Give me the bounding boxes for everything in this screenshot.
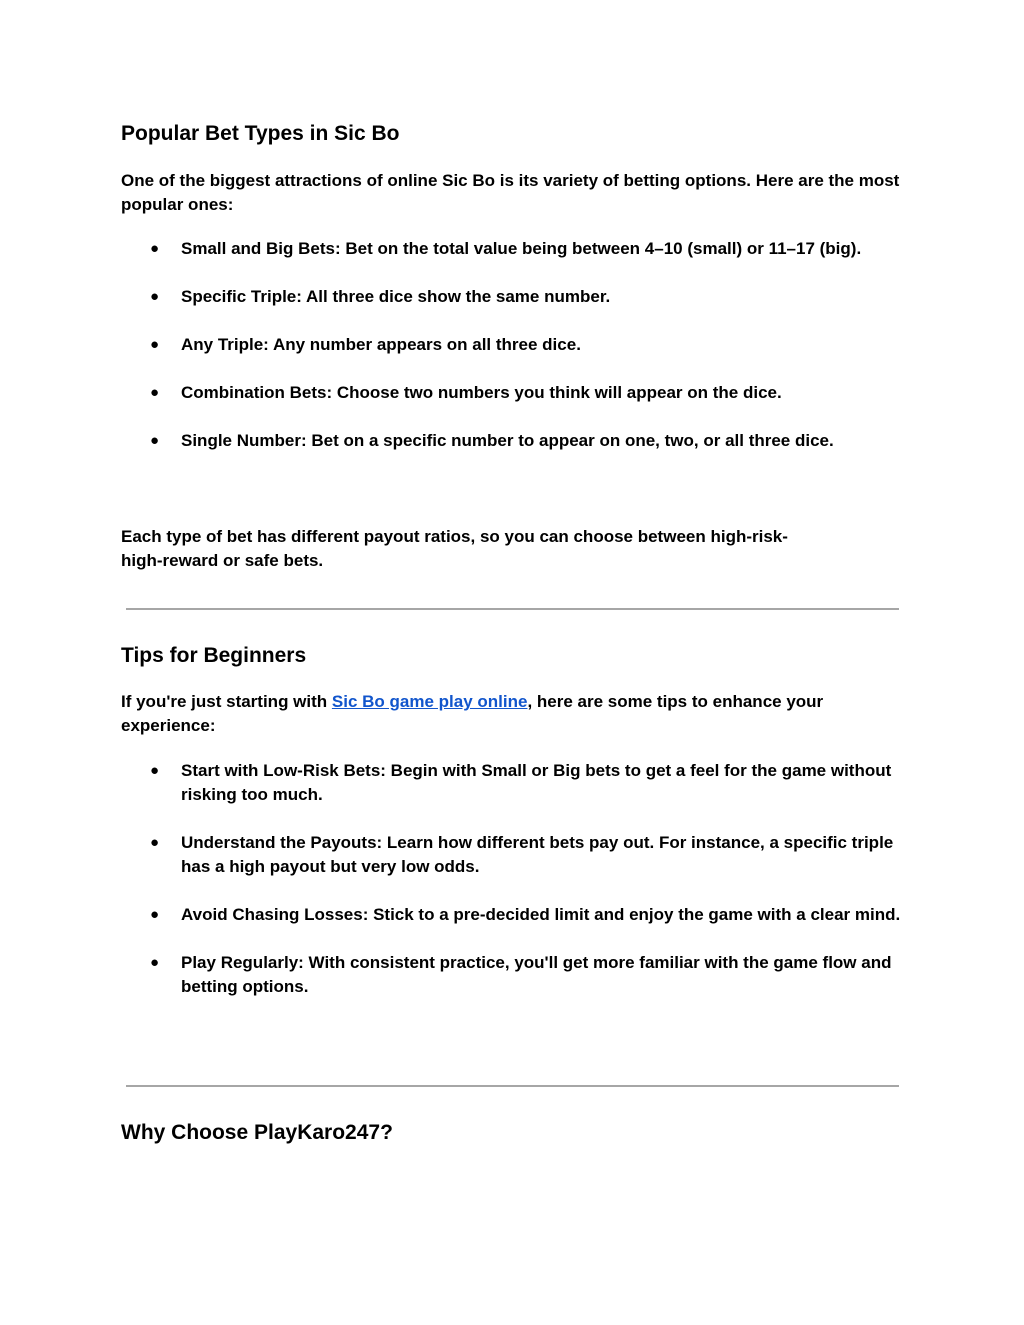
bullet-icon: ●: [150, 336, 160, 353]
bet-types-outro: Each type of bet has different payout ratios, so you can choose between high-risk-high-reward or safe bets.: [121, 527, 788, 570]
bullet-icon: ●: [150, 954, 160, 971]
list-item-text: Combination Bets: Choose two numbers you think will appear on the dice.: [181, 383, 782, 402]
list-item-text: Start with Low-Risk Bets: Begin with Small or Big bets to get a feel for the game without risking too much.: [181, 761, 892, 804]
list-item: [121, 903, 911, 927]
bullet-icon: ●: [150, 240, 160, 257]
horizontal-divider: [126, 608, 899, 610]
tips-intro: [121, 690, 896, 738]
list-item-text: Avoid Chasing Losses: Stick to a pre-decided limit and enjoy the game with a clear mind.: [181, 905, 901, 924]
bullet-icon: ●: [150, 432, 160, 449]
list-item-text: Understand the Payouts: Learn how different bets pay out. For instance, a specific triple has a high payout but very low odds.: [181, 833, 894, 876]
section-heading-why-choose: Why Choose PlayKaro247?: [121, 1121, 393, 1144]
list-item: [121, 285, 911, 309]
list-item: [121, 381, 911, 405]
list-item-text: Single Number: Bet on a specific number to appear on one, two, or all three dice.: [181, 431, 834, 450]
list-item: [121, 759, 911, 807]
list-item: [121, 237, 911, 261]
bet-types-list: [121, 237, 911, 453]
list-item: [121, 831, 911, 879]
list-item-text: Any Triple: Any number appears on all three dice.: [181, 335, 581, 354]
bet-types-intro: One of the biggest attractions of online Sic Bo is its variety of betting options. Here are the most popular ones:: [121, 171, 900, 214]
list-item-text: Specific Triple: All three dice show the same number.: [181, 287, 611, 306]
list-item: [121, 333, 911, 357]
horizontal-divider: [126, 1085, 899, 1087]
bullet-icon: ●: [150, 384, 160, 401]
list-item: [121, 429, 911, 453]
tips-intro-text-end: , here are some tips to enhance your experience:: [121, 692, 824, 735]
section-heading-tips: Tips for Beginners: [121, 644, 307, 667]
bullet-icon: ●: [150, 288, 160, 305]
bullet-icon: ●: [150, 834, 160, 851]
sic-bo-link[interactable]: Sic Bo game play online: [331, 692, 528, 711]
bullet-icon: ●: [150, 762, 160, 779]
list-item-text: Play Regularly: With consistent practice, you'll get more familiar with the game flow and betting options.: [181, 953, 892, 996]
list-item-text: Small and Big Bets: Bet on the total value being between 4–10 (small) or 11–17 (big).: [181, 239, 862, 258]
tips-list: [121, 759, 911, 999]
list-item: [121, 951, 911, 999]
section-heading-bet-types: Popular Bet Types in Sic Bo: [121, 122, 400, 145]
bullet-icon: ●: [150, 906, 160, 923]
tips-intro-text: If you're just starting with: [121, 692, 332, 711]
